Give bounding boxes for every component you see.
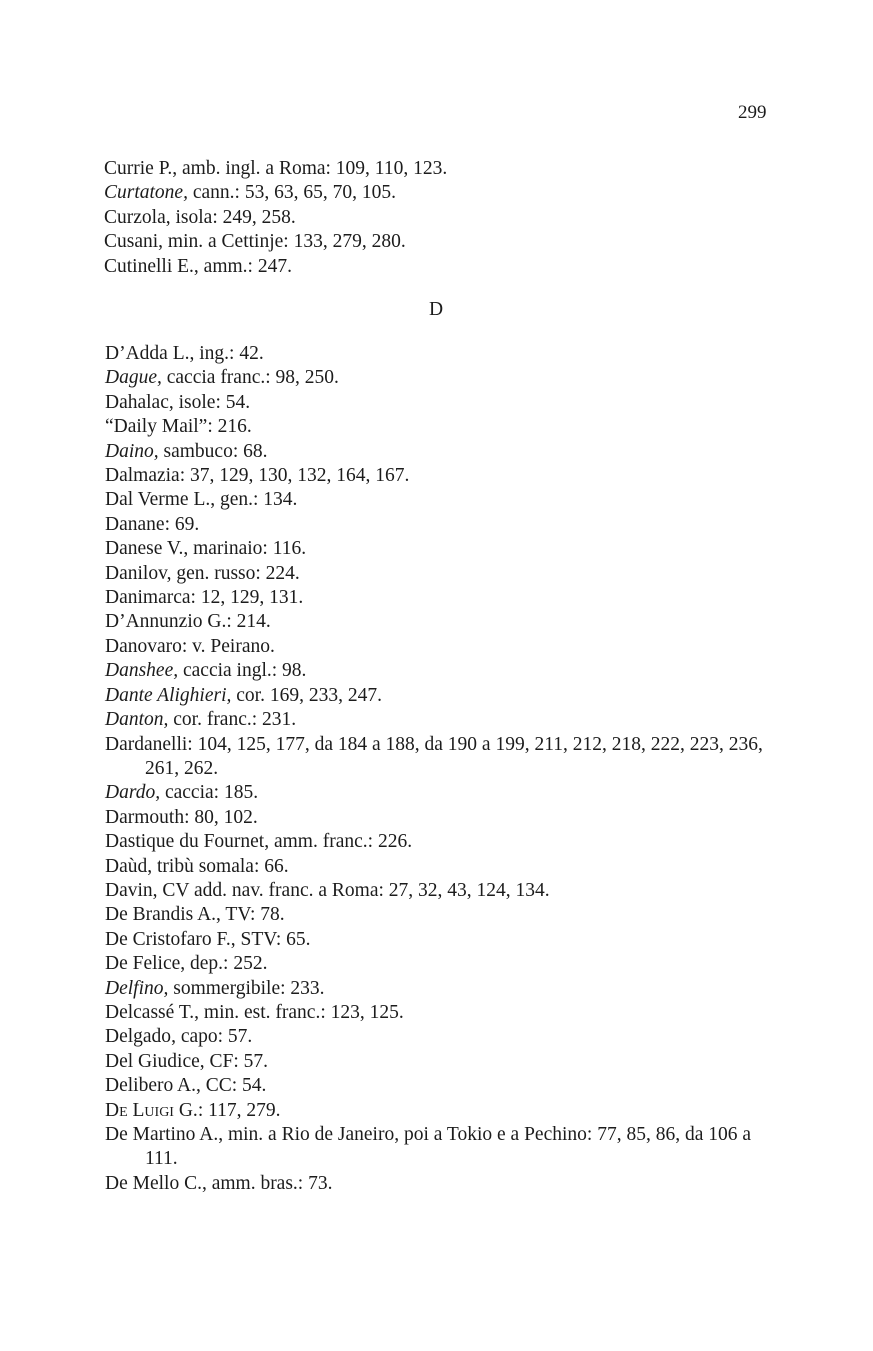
index-entry-references: , STV: 65. [230,928,311,950]
index-entry [105,855,785,879]
index-section-d [105,342,785,1196]
index-entry-references: cor. 169, 233, 247. [231,684,382,706]
index-entry-name: Daino, [105,440,159,462]
index-entry-name: Delgado [105,1026,172,1048]
index-entry-name: Danese V. [105,538,184,560]
index-entry-references: cor. franc.: 231. [168,709,297,731]
index-entry [105,513,785,537]
index-entry-references: : 69. [164,513,200,535]
index-entry [105,488,785,512]
index-entry [105,952,785,976]
index-entry-name: Dalmazia [105,465,180,487]
index-entry-name: D’Annunzio G. [105,611,227,633]
index-entry [105,391,785,415]
index-entry-references: , amm. bras.: 73. [201,1172,333,1194]
index-entry-references: : v. Peirano. [181,635,275,657]
index-entry-references: , amm. franc.: 226. [264,831,413,853]
index-entry [105,586,785,610]
index-section-c [104,157,784,279]
index-entry-references: caccia franc.: 98, 250. [161,367,339,389]
index-entry [105,1050,785,1074]
index-entry [105,415,785,439]
index-entry [104,206,784,230]
index-entry-references: , amb. ingl. a Roma: 109, 110, 123. [172,158,448,179]
index-entry-name: De Mello C. [105,1172,202,1194]
index-entry [105,806,785,830]
index-entry [105,708,785,732]
index-entry-references: cann.: 53, 63, 65, 70, 105. [187,182,396,204]
index-entry-name: Danimarca [105,587,191,609]
index-entry-references: , marinaio: 116. [183,538,307,560]
index-entry-name: Delibero A. [105,1075,196,1097]
index-entry-name: D’Adda L. [105,343,190,364]
index-entry-references: caccia: 185. [160,782,259,804]
index-entry-name: Danilov [105,562,167,584]
index-entry [105,562,785,586]
index-entry-name: Delfino, [105,977,169,999]
index-entry-name: Darmouth [105,806,185,828]
index-entry-references: , isole: 54. [168,391,251,413]
index-entry-references: , CC: 54. [195,1075,267,1097]
index-entry [105,830,785,854]
index-entry-references: : 37, 129, 130, 132, 164, 167. [179,465,410,487]
index-entry-references: , gen.: 134. [210,489,298,511]
index-entry-references: : 80, 102. [184,806,258,828]
index-entry-name: Dahalac [105,391,169,413]
index-entry-name: Dante Alighieri, [105,684,232,706]
index-entry [105,342,785,366]
index-entry-references: : 104, 125, 177, da 184 a 188, da 190 a 199, 211, 212, 218, 222, 223, 236, 261, 262. [145,733,763,779]
index-entry-references: : 216. [207,416,252,438]
section-letter-d: D [429,299,444,320]
index-entry-references: caccia ingl.: 98. [178,660,307,682]
index-entry-name: Danton, [105,709,169,731]
index-entry [105,1074,785,1098]
index-entry-references: , isola: 249, 258. [165,206,296,228]
index-entry-name: De Brandis A. [105,904,217,926]
index-entry-name: Dardo, [105,782,161,804]
index-entry-name: “Daily Mail” [105,416,208,438]
index-entry-references: , gen. russo: 224. [166,562,300,584]
index-entry-references: sambuco: 68. [158,440,268,462]
index-entry-name: Danane [105,513,165,535]
index-entry-name: Dardanelli [105,733,188,755]
index-entry [105,635,785,659]
index-entry-references: , tribù somala: 66. [147,855,289,877]
index-entry [105,1025,785,1049]
index-entry [105,1123,785,1172]
index-entry-name: Davin [105,879,153,901]
index-entry-name: Curtatone, [104,182,188,204]
index-entry [105,977,785,1001]
index-entry-references: : 12, 129, 131. [190,587,304,609]
index-entry-name: Danovaro [105,635,182,657]
index-entry-references: , ing.: 42. [189,343,264,364]
index-entry-name: Del Giudice [105,1050,200,1072]
index-entry [105,659,785,683]
index-entry-name: Danshee, [105,660,179,682]
index-entry [105,781,785,805]
index-entry-references: , capo: 57. [171,1026,253,1048]
index-entry-name: Dal Verme L. [105,489,211,511]
index-entry-references: , CF: 57. [199,1050,269,1072]
index-entry-name: De Felice [105,953,181,975]
index-entry [105,879,785,903]
index-entry [105,440,785,464]
index-entry-name: De Martino A. [105,1124,219,1145]
index-entry [105,1172,785,1196]
index-entry-name: De Luigi G. [105,1099,198,1121]
index-entry-references: , min. est. franc.: 123, 125. [194,1001,404,1023]
index-entry [105,366,785,390]
index-entry [104,255,784,279]
index-entry-name: De Cristofaro F. [105,928,231,950]
index-entry-references: sommergibile: 233. [168,977,325,999]
index-entry [105,1099,785,1123]
index-entry-name: Currie P. [104,158,173,179]
index-entry-name: Cutinelli E. [104,255,194,277]
index-entry-references: : 214. [226,611,271,633]
index-entry-references: , dep.: 252. [180,953,268,975]
index-entry [105,537,785,561]
index-entry [104,157,784,181]
index-entry-references: , min. a Rio de Janeiro, poi a Tokio e a Pechino: 77, 85, 86, da 106 a 111. [145,1124,752,1170]
index-entry-references: , min. a Cettinje: 133, 279, 280. [158,231,406,253]
index-entry-references: , CV add. nav. franc. a Roma: 27, 32, 43, 124, 134. [152,879,550,901]
index-entry [105,1001,785,1025]
index-entry [105,928,785,952]
index-entry-name: Daùd [105,855,148,877]
index-entry-name: Curzola [104,206,166,228]
index-entry [105,684,785,708]
index-entry-name: Dastique du Fournet [105,831,265,853]
index-entry [105,903,785,927]
page-number: 299 [738,102,767,123]
index-entry-references: , amm.: 247. [193,255,292,277]
index-entry-name: Dague, [105,367,162,389]
index-entry-references: : 117, 279. [197,1099,281,1121]
index-entry [105,610,785,634]
index-entry [104,181,784,205]
index-entry-references: , TV: 78. [216,904,285,926]
index-entry-name: Cusani [104,231,159,253]
index-entry-name: Delcassé T. [105,1001,195,1023]
index-entry [104,230,784,254]
index-entry [105,464,785,488]
index-entry [105,733,785,782]
